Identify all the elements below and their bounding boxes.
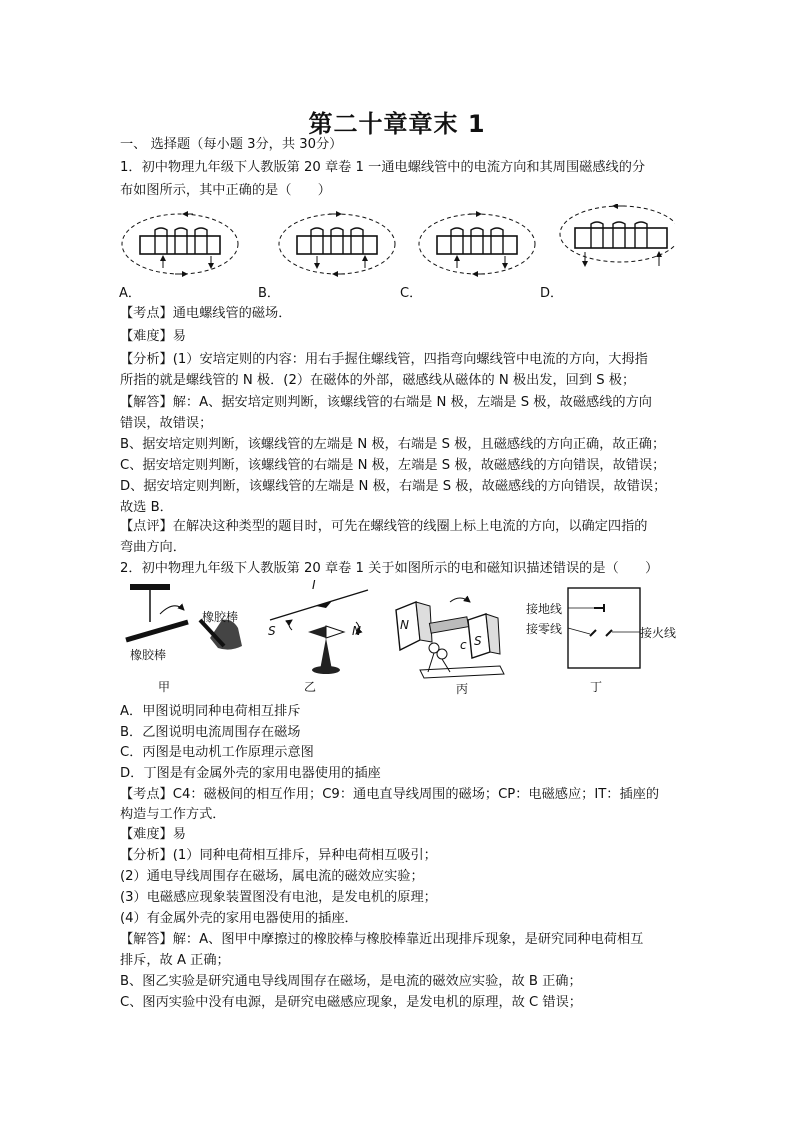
q1-dianping-line2: 弯曲方向． bbox=[120, 540, 186, 555]
q1-stem-line2: 布如图所示，其中正确的是（ ） bbox=[120, 183, 331, 198]
q2-fenxi-line1: 【分析】(1）同种电荷相互排斥，异种电荷相互吸引； bbox=[120, 848, 437, 863]
q1-option-b-label: B． bbox=[258, 286, 280, 301]
label-neutral-wire: 接零线 bbox=[526, 622, 563, 636]
q1-jieda-line6: 故选 B． bbox=[120, 500, 173, 515]
q1-dianping-line1: 【点评】在解决这种类型的题目时，可先在螺线管的线圈上标上电流的方向，以确定四指的 bbox=[120, 519, 648, 534]
q1-option-c-label: C． bbox=[400, 286, 423, 301]
q1-stem-line1: 1．初中物理九年级下人教版第 20 章卷 1 一通电螺线管中的电流方向和其周围磁感线的分 bbox=[120, 160, 646, 175]
q1-option-a-label: A． bbox=[119, 286, 141, 301]
label-jia: 甲 bbox=[158, 680, 171, 694]
label-rubber-rod-2: 橡胶棒 bbox=[130, 648, 167, 662]
q2-fenxi-line2: (2）通电导线周围存在磁场，属电流的磁效应实验； bbox=[120, 869, 424, 884]
q2-stem: 2．初中物理九年级下人教版第 20 章卷 1 关于如图所示的电和磁知识描述错误的是（ ） bbox=[120, 561, 659, 576]
q2-kaodian-line2: 构造与工作方式． bbox=[120, 807, 226, 822]
q2-electromagnetism-figure bbox=[120, 580, 680, 698]
q1-jieda-line3: B、据安培定则判断，该螺线管的左端是 N 极，右端是 S 极，且磁感线的方向正确，故正确； bbox=[120, 437, 666, 452]
q1-option-d-label: D． bbox=[540, 286, 564, 301]
q1-nandu: 【难度】易 bbox=[120, 329, 186, 344]
solenoid-c bbox=[419, 214, 535, 274]
label-magnet-s: S bbox=[474, 634, 482, 648]
label-yi: 乙 bbox=[304, 680, 317, 694]
label-live-wire: 接火线 bbox=[640, 626, 677, 640]
panel-bing bbox=[396, 598, 504, 678]
q1-kaodian: 【考点】通电螺线管的磁场． bbox=[120, 306, 292, 321]
solenoid-a bbox=[122, 214, 238, 274]
q2-option-b: B．乙图说明电流周围存在磁场 bbox=[120, 725, 301, 740]
label-compass-n: N bbox=[352, 624, 361, 638]
q2-fenxi-line4: (4）有金属外壳的家用电器使用的插座． bbox=[120, 911, 358, 926]
q2-fenxi-line3: (3）电磁感应现象装置图没有电池，是发电机的原理； bbox=[120, 890, 437, 905]
label-ding: 丁 bbox=[590, 680, 603, 694]
q1-solenoid-figure bbox=[115, 204, 675, 300]
q2-jieda-line3: B、图乙实验是研究通电导线周围存在磁场，是电流的磁效应实验，故 B 正确； bbox=[120, 974, 582, 989]
panel-ding bbox=[568, 588, 640, 668]
q2-option-d: D．丁图是有金属外壳的家用电器使用的插座 bbox=[120, 766, 381, 781]
label-compass-s: S bbox=[268, 624, 276, 638]
label-rubber-rod-1: 橡胶棒 bbox=[202, 610, 239, 624]
q2-jieda-line4: C、图丙实验中没有电源，是研究电磁感应现象，是发电机的原理，故 C 错误； bbox=[120, 995, 582, 1010]
q2-kaodian-line1: 【考点】C4：磁极间的相互作用；C9：通电直导线周围的磁场；CP：电磁感应；IT：插座的 bbox=[120, 787, 660, 802]
label-c: c bbox=[460, 638, 467, 652]
label-ground-wire: 接地线 bbox=[526, 602, 563, 616]
q2-jieda-line1: 【解答】解：A、图甲中摩擦过的橡胶棒与橡胶棒靠近出现排斥现象，是研究同种电荷相互 bbox=[120, 932, 644, 947]
solenoid-b bbox=[279, 214, 395, 274]
q2-nandu: 【难度】易 bbox=[120, 827, 186, 842]
q2-option-a: A．甲图说明同种电荷相互排斥 bbox=[120, 704, 301, 719]
label-bing: 丙 bbox=[456, 682, 469, 696]
q1-fenxi-line2: 所指的就是螺线管的 N 极．(2）在磁体的外部，磁感线从磁体的 N 极出发，回到 S 极； bbox=[120, 373, 636, 388]
q2-jieda-line2: 排斥，故 A 正确； bbox=[120, 953, 230, 968]
solenoid-d bbox=[560, 206, 675, 266]
q1-fenxi-line1: 【分析】(1）安培定则的内容：用右手握住螺线管，四指弯向螺线管中电流的方向，大拇指 bbox=[120, 352, 648, 367]
section-heading: 一、 选择题（每小题 3分，共 30分） bbox=[120, 137, 343, 152]
page-title: 第二十章章末 1 bbox=[308, 110, 486, 138]
q1-jieda-line4: C、据安培定则判断，该螺线管的右端是 N 极，左端是 S 极，故磁感线的方向错误，故错误； bbox=[120, 458, 666, 473]
q1-jieda-line1: 【解答】解：A、据安培定则判断，该螺线管的右端是 N 极，左端是 S 极，故磁感线的方向 bbox=[120, 395, 652, 410]
q1-jieda-line5: D、据安培定则判断，该螺线管的左端是 N 极，右端是 S 极，故磁感线的方向错误，故错误； bbox=[120, 479, 667, 494]
q2-option-c: C．丙图是电动机工作原理示意图 bbox=[120, 745, 314, 760]
label-current-i: I bbox=[312, 578, 316, 592]
q1-jieda-line2: 错误，故错误； bbox=[120, 416, 213, 431]
label-magnet-n: N bbox=[400, 618, 409, 632]
